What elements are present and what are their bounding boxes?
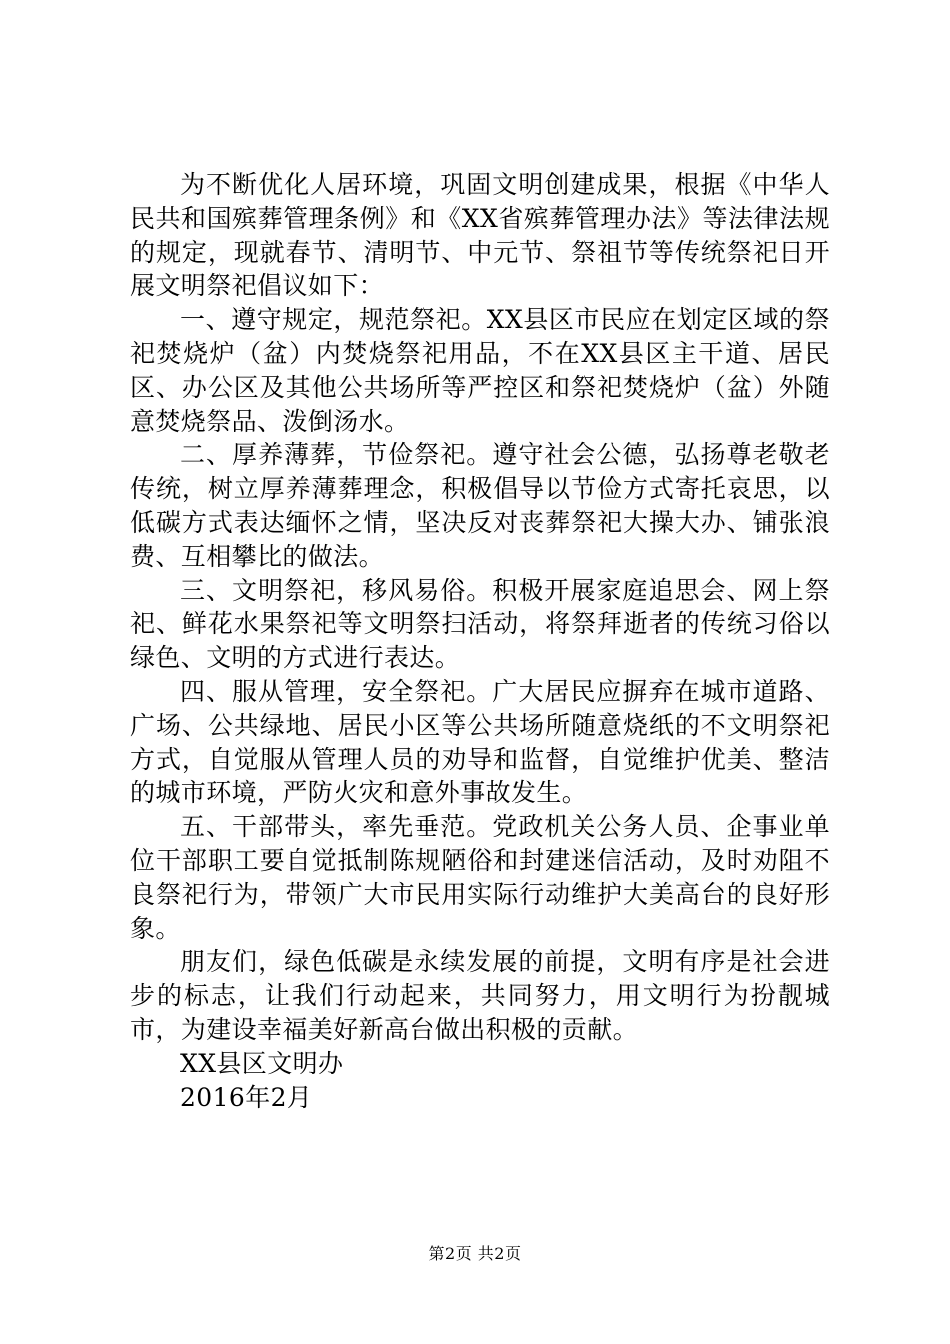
point-one-paragraph: 一、遵守规定，规范祭祀。XX县区市民应在划定区域的祭祀焚烧炉（盆）内焚烧祭祀用品，不在XX县区主干道、居民区、办公区及其他公共场所等严控区和祭祀焚烧炉（盆）外随意焚烧祭品、泼倒汤水。 [130, 305, 830, 436]
point-two-paragraph: 二、厚养薄葬，节俭祭祀。遵守社会公德，弘扬尊老敬老传统，树立厚养薄葬理念，积极倡导以节俭方式寄托哀思，以低碳方式表达缅怀之情，坚决反对丧葬祭祀大操大办、铺张浪费、互相攀比的做法。 [130, 440, 830, 571]
point-three-paragraph: 三、文明祭祀，移风易俗。积极开展家庭追思会、网上祭祀、鲜花水果祭祀等文明祭扫活动，将祭拜逝者的传统习俗以绿色、文明的方式进行表达。 [130, 575, 830, 673]
point-four-paragraph: 四、服从管理，安全祭祀。广大居民应摒弃在城市道路、广场、公共绿地、居民小区等公共场所随意烧纸的不文明祭祀方式，自觉服从管理人员的劝导和监督，自觉维护优美、整洁的城市环境，严防火灾和意外事故发生。 [130, 676, 830, 808]
point-five-paragraph: 五、干部带头，率先垂范。党政机关公务人员、企事业单位干部职工要自觉抵制陈规陋俗和封建迷信活动，及时劝阻不良祭祀行为，带领广大市民用实际行动维护大美高台的良好形象。 [130, 812, 830, 943]
closing-paragraph: 朋友们，绿色低碳是永续发展的前提，文明有序是社会进步的标志，让我们行动起来，共同努力，用文明行为扮靓城市，为建设幸福美好新高台做出积极的贡献。 [130, 947, 830, 1044]
page-number-footer: 第2页 共2页 [428, 1244, 522, 1263]
signature: XX县区文明办 [180, 1048, 344, 1078]
document-body [130, 168, 830, 1114]
date: 2016年2月 [180, 1082, 313, 1112]
intro-paragraph: 为不断优化人居环境，巩固文明创建成果，根据《中华人民共和国殡葬管理条例》和《XX省殡葬管理办法》等法律法规的规定，现就春节、清明节、中元节、祭祖节等传统祭祀日开展文明祭祀倡议如下： [130, 170, 830, 301]
